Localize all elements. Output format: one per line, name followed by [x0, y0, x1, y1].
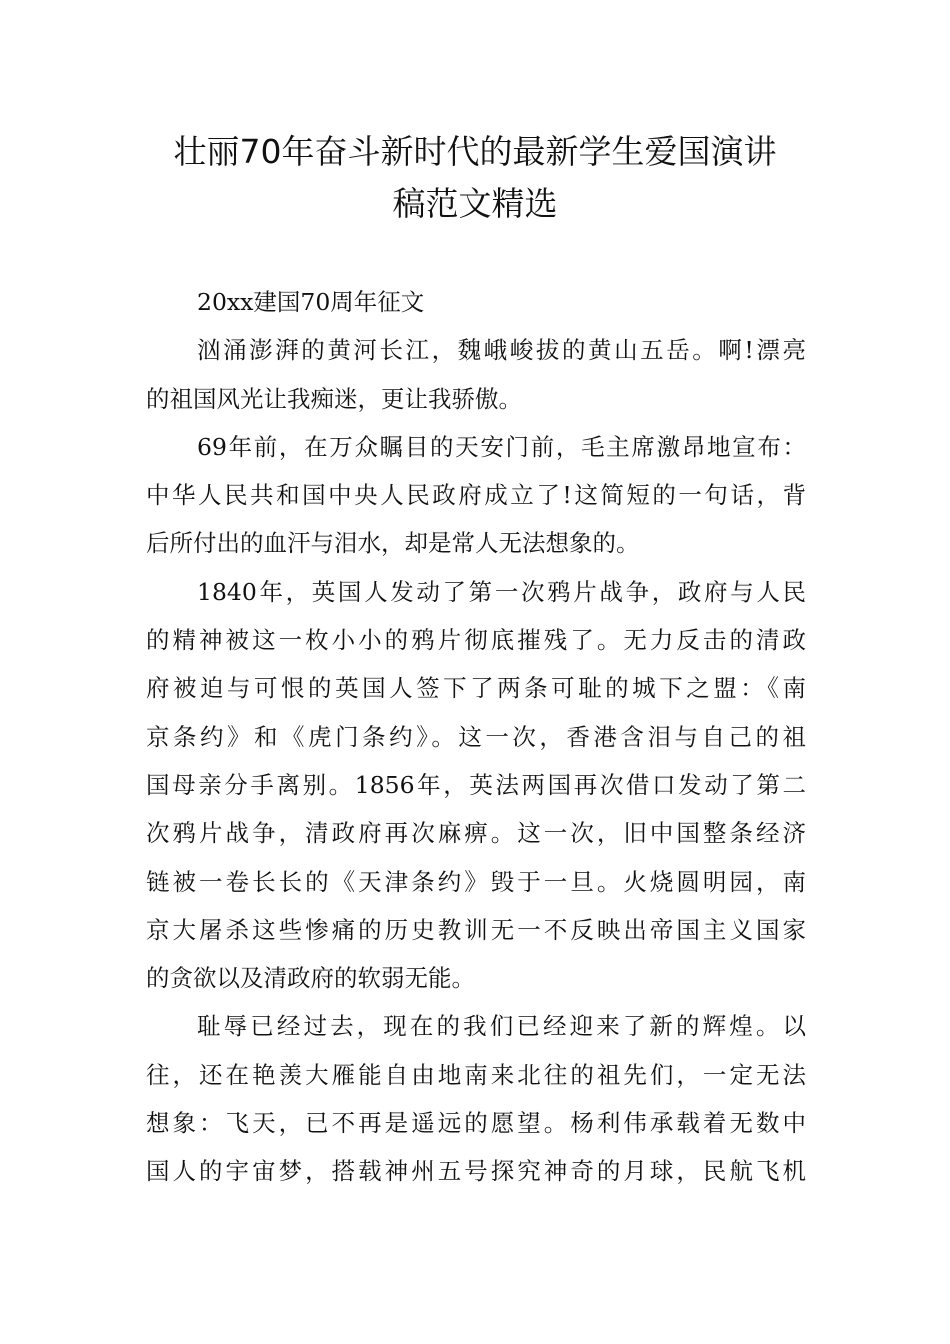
- paragraph-line: 京大屠杀这些惨痛的历史教训无一不反映出帝国主义国家: [146, 915, 806, 944]
- paragraph-line: 后所付出的血汗与泪水，却是常人无法想象的。: [146, 529, 640, 558]
- paragraph: [146, 326, 806, 423]
- title-line: 稿范文精选: [392, 184, 558, 223]
- paragraph-line: 的精神被这一枚小小的鸦片彻底摧残了。无力反击的清政: [146, 626, 806, 655]
- paragraph-line: 国人的宇宙梦，搭载神州五号探究神奇的月球，民航飞机: [146, 1157, 806, 1186]
- paragraph-line: 京条约》和《虎门条约》。这一次，香港含泪与自己的祖: [146, 722, 806, 751]
- paragraph: [146, 1002, 806, 1195]
- paragraph: [146, 568, 806, 1003]
- paragraph-line: 的祖国风光让我痴迷，更让我骄傲。: [146, 384, 522, 413]
- paragraph-line: 想象：飞天，已不再是遥远的愿望。杨利伟承载着无数中: [146, 1109, 806, 1138]
- paragraph-subtitle: [146, 278, 806, 326]
- paragraph-line: 府被迫与可恨的英国人签下了两条可耻的城下之盟：《南: [146, 674, 806, 703]
- paragraph-line: 往，还在艳羡大雁能自由地南来北往的祖先们，一定无法: [146, 1060, 806, 1089]
- paragraph: [146, 423, 806, 568]
- paragraph-line: 汹涌澎湃的黄河长江，魏峨峻拔的黄山五岳。啊!漂亮: [197, 336, 806, 365]
- paragraph-line: 耻辱已经过去，现在的我们已经迎来了新的辉煌。以: [197, 1012, 806, 1041]
- paragraph-line: 次鸦片战争，清政府再次麻痹。这一次，旧中国整条经济: [146, 819, 806, 848]
- document-title: [100, 126, 850, 230]
- paragraph-line: 链被一卷长长的《天津条约》毁于一旦。火烧圆明园，南: [146, 867, 806, 896]
- document-body: [146, 278, 806, 1196]
- paragraph-line: 国母亲分手离别。1856年，英法两国再次借口发动了第二: [146, 770, 806, 799]
- title-line: 壮丽70年奋斗新时代的最新学生爱国演讲: [173, 132, 777, 171]
- paragraph-line: 中华人民共和国中央人民政府成立了!这简短的一句话，背: [146, 481, 806, 510]
- paragraph-line: 1840年，英国人发动了第一次鸦片战争，政府与人民: [197, 577, 806, 606]
- paragraph-line: 20xx建国70周年征文: [197, 288, 425, 316]
- paragraph-line: 的贪欲以及清政府的软弱无能。: [146, 964, 475, 993]
- paragraph-line: 69年前，在万众瞩目的天安门前，毛主席激昂地宣布：: [197, 432, 806, 461]
